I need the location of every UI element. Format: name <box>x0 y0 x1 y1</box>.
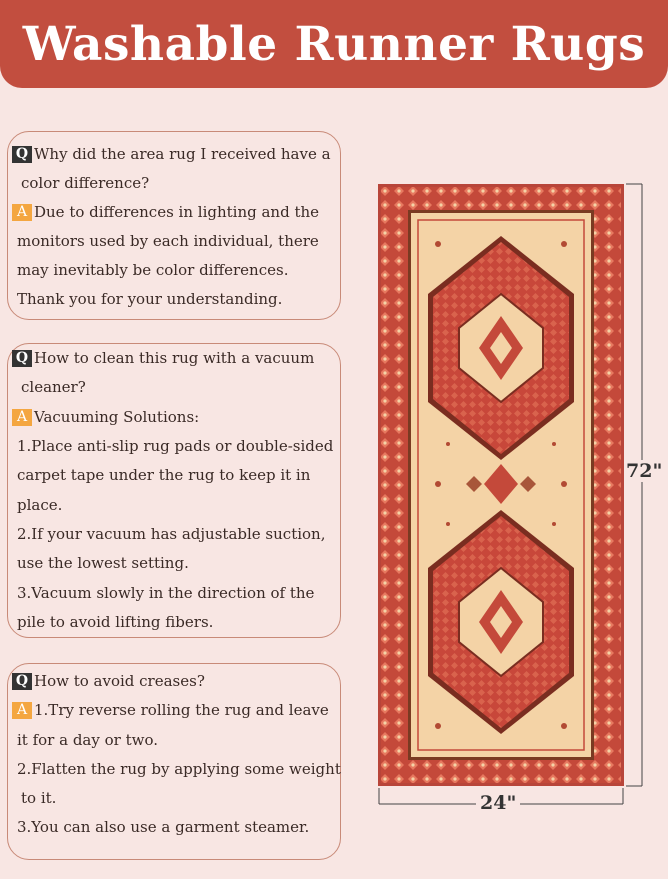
question-line: cleaner? <box>21 378 86 396</box>
answer-line: A Vacuuming Solutions: <box>12 407 199 427</box>
answer-line: monitors used by each individual, there <box>17 232 319 250</box>
length-dimension <box>624 183 644 787</box>
answer-badge: A <box>12 409 32 426</box>
answer-line: it for a day or two. <box>17 731 158 749</box>
answer-line: may inevitably be color differences. <box>17 261 289 279</box>
length-label: 72" <box>626 460 663 482</box>
answer-line: pile to avoid lifting fibers. <box>17 613 214 631</box>
answer-line: place. <box>17 496 63 514</box>
question-badge: Q <box>12 673 32 690</box>
page-title: Washable Runner Rugs <box>22 16 646 72</box>
question-line: Q Why did the area rug I received have a <box>12 144 331 164</box>
length-bracket <box>624 183 644 787</box>
rug-pattern <box>378 184 624 786</box>
answer-line: to it. <box>21 789 57 807</box>
answer-badge: A <box>12 204 32 221</box>
answer-line: 3.Vacuum slowly in the direction of the <box>17 584 315 602</box>
answer-line: carpet tape under the rug to keep it in <box>17 466 311 484</box>
answer-line: use the lowest setting. <box>17 554 189 572</box>
question-line: Q How to avoid creases? <box>12 671 205 691</box>
answer-line: 1.Place anti-slip rug pads or double-sided <box>17 437 334 455</box>
question-line: Q How to clean this rug with a vacuum <box>12 348 314 368</box>
faq-card-color <box>7 131 341 320</box>
faq-card-vacuum <box>7 343 341 638</box>
question-badge: Q <box>12 350 32 367</box>
runner-rug-image <box>378 184 624 786</box>
answer-badge: A <box>12 702 32 719</box>
answer-line: A Due to differences in lighting and the <box>12 202 319 222</box>
width-label: 24" <box>476 792 520 814</box>
answer-line: 2.Flatten the rug by applying some weight <box>17 760 341 778</box>
answer-line: Thank you for your understanding. <box>17 290 283 308</box>
answer-line: A 1.Try reverse rolling the rug and leave <box>12 700 329 720</box>
faq-card-creases <box>7 663 341 860</box>
answer-line: 3.You can also use a garment steamer. <box>17 818 310 836</box>
answer-line: 2.If your vacuum has adjustable suction, <box>17 525 326 543</box>
question-line: color difference? <box>21 174 150 192</box>
title-banner <box>0 0 668 88</box>
question-badge: Q <box>12 146 32 163</box>
